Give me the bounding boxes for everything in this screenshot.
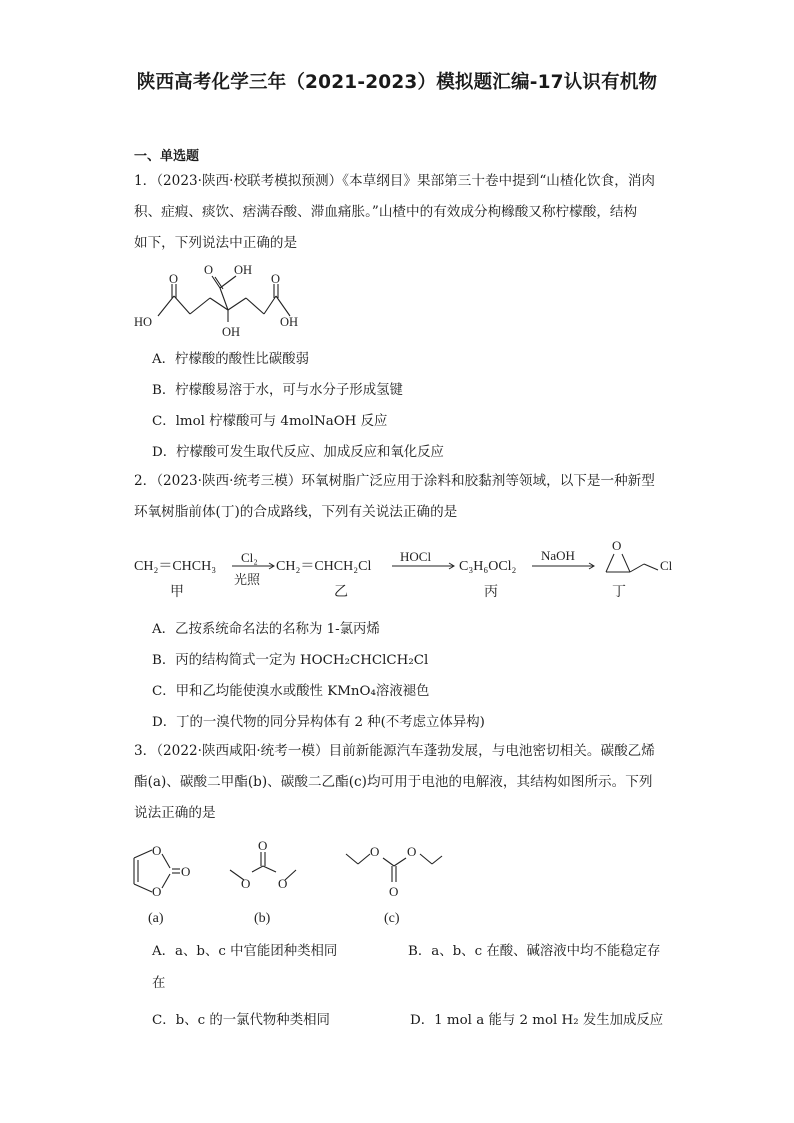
atom-label: O	[271, 272, 281, 286]
q3-option-c[interactable]: C．b、c 的一氯代物种类相同	[152, 1013, 330, 1028]
structure-caption-c: (c)	[384, 911, 400, 926]
reagent-naoh: NaOH	[541, 548, 575, 563]
q3-option-d[interactable]: D．1 mol a 能与 2 mol H₂ 发生加成反应	[410, 1013, 664, 1028]
structure-caption-b: (b)	[254, 911, 271, 926]
q2-option-a[interactable]: A．乙按系统命名法的名称为 1-氯丙烯	[152, 622, 380, 637]
page-title: 陕西高考化学三年（2021-2023）模拟题汇编-17认识有机物	[136, 72, 658, 93]
label-bing: 丙	[484, 585, 498, 600]
question-3-line: 3．（2022·陕西咸阳·统考一模）目前新能源汽车蓬勃发展，与电池密切相关。碳酸乙烯	[134, 743, 655, 759]
atom-label: O	[389, 884, 399, 899]
q3-option-b[interactable]: B．a、b、c 在酸、碱溶液中均不能稳定存	[408, 944, 661, 959]
atom-label: O	[407, 844, 417, 859]
question-1-line: 积、症瘕、痰饮、痞满吞酸、滞血痛胀。”山楂中的有效成分枸橼酸又称柠檬酸，结构	[134, 204, 638, 220]
question-1-stem	[134, 166, 674, 259]
reagent-cl2: Cl₂	[241, 550, 258, 565]
question-1-line: 1．（2023·陕西·校联考模拟预测）《本草纲目》果部第三十卷中提到“山楂化饮食，消肉	[134, 173, 656, 189]
q1-option-d[interactable]: D．柠檬酸可发生取代反应、加成反应和氧化反应	[152, 445, 444, 460]
q3-option-b-continued: 在	[152, 976, 166, 991]
q1-option-c[interactable]: C．lmol 柠檬酸可与 4molNaOH 反应	[152, 414, 388, 429]
question-3-line: 说法正确的是	[134, 805, 216, 821]
q2-option-b[interactable]: B．丙的结构简式一定为 HOCH₂CHClCH₂Cl	[152, 653, 429, 668]
epoxide-chlorine: Cl	[660, 558, 673, 573]
question-2-stem	[134, 466, 674, 528]
compound-jia: CH₂＝CHCH₃	[134, 559, 217, 574]
reagent-hocl: HOCl	[400, 549, 432, 564]
q2-option-c[interactable]: C．甲和乙均能使溴水或酸性 KMnO₄溶液褪色	[152, 684, 430, 699]
question-2-line: 2．（2023·陕西·统考三模）环氧树脂广泛应用于涂料和胶黏剂等领域，以下是一种新型	[134, 473, 655, 489]
atom-label: O	[370, 844, 380, 859]
epoxide-bond	[606, 554, 614, 572]
citric-acid-structure	[130, 258, 310, 342]
label-yi: 乙	[334, 585, 348, 600]
epoxide-oxygen: O	[612, 538, 622, 553]
atom-label: O	[152, 884, 162, 899]
atom-label: O	[152, 843, 162, 858]
atom-label: HO	[134, 315, 153, 329]
label-ding: 丁	[612, 585, 626, 600]
label-jia: 甲	[170, 585, 184, 600]
q1-option-b[interactable]: B．柠檬酸易溶于水，可与水分子形成氢键	[152, 383, 403, 398]
atom-label: O	[258, 838, 268, 853]
question-1-line: 如下，下列说法中正确的是	[134, 235, 298, 251]
q1-option-a[interactable]: A．柠檬酸的酸性比碳酸弱	[152, 352, 309, 367]
q3-option-a[interactable]: A．a、b、c 中官能团种类相同	[152, 944, 338, 959]
compound-yi: CH₂＝CHCH₂Cl	[276, 559, 372, 574]
atom-label: O	[181, 864, 191, 879]
atom-label: O	[169, 272, 179, 286]
atom-label: O	[241, 876, 251, 891]
atom-label: OH	[222, 325, 241, 339]
atom-label: OH	[234, 263, 253, 277]
carbonate-structures	[128, 836, 448, 928]
question-3-stem	[134, 736, 674, 829]
atom-label: O	[204, 263, 214, 277]
question-3-line: 酯(a)、碳酸二甲酯(b)、碳酸二乙酯(c)均可用于电池的电解液，其结构如图所示。下列	[134, 774, 653, 790]
synthesis-scheme	[134, 538, 694, 606]
atom-label: O	[278, 876, 288, 891]
question-2-line: 环氧树脂前体(丁)的合成路线，下列有关说法正确的是	[134, 504, 458, 520]
atom-label: OH	[280, 315, 299, 329]
structure-caption-a: (a)	[148, 911, 164, 926]
q2-option-d[interactable]: D．丁的一溴代物的同分异构体有 2 种(不考虑立体异构)	[152, 715, 485, 730]
section-heading: 一、单选题	[134, 149, 200, 164]
compound-bing: C₃H₆OCl₂	[459, 559, 517, 574]
reagent-light: 光照	[234, 572, 261, 587]
